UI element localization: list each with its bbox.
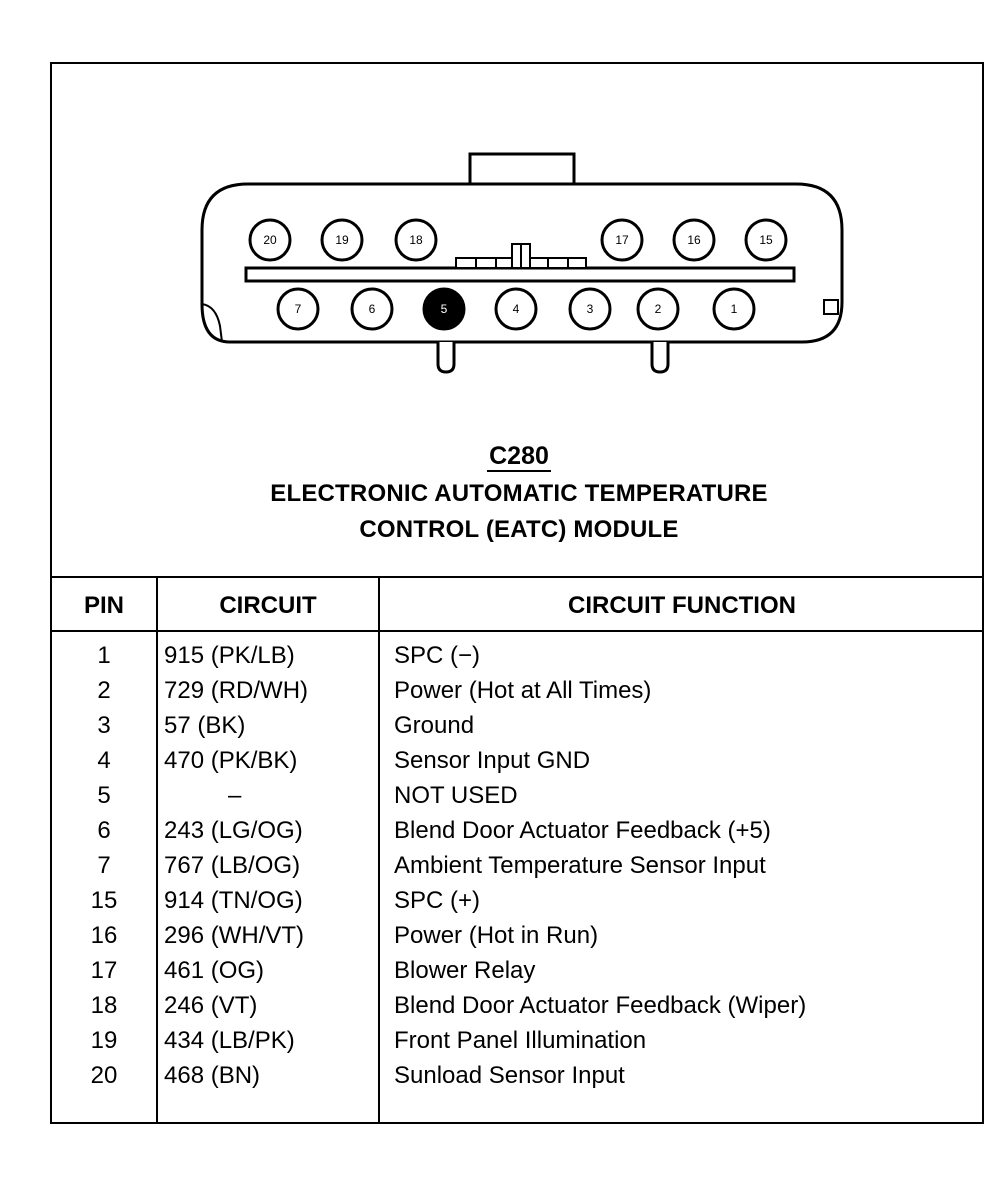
- pin-number: 19: [90, 1027, 118, 1054]
- circuit-function: Ground: [394, 712, 475, 739]
- pin-1-label: 1: [730, 302, 738, 316]
- pin-15-label: 15: [759, 233, 773, 247]
- pin-18-label: 18: [409, 233, 423, 247]
- circuit-code: –: [228, 782, 242, 809]
- circuit-function: Ambient Temperature Sensor Input: [394, 852, 766, 879]
- pin-20-label: 20: [263, 233, 277, 247]
- pin-3-label: 3: [586, 302, 594, 316]
- table-body: [52, 642, 986, 1097]
- table-row: [52, 1062, 986, 1097]
- circuit-function: Blend Door Actuator Feedback (+5): [394, 817, 771, 844]
- table-header-divider: [50, 630, 984, 632]
- table-row: [52, 642, 986, 677]
- table-row: [52, 887, 986, 922]
- circuit-code: 729 (RD/WH): [164, 677, 309, 704]
- pin-2-label: 2: [654, 302, 662, 316]
- pin-16-label: 16: [687, 233, 701, 247]
- pin-number: 2: [97, 677, 111, 704]
- circuit-code: 461 (OG): [164, 957, 265, 984]
- circuit-function: Blend Door Actuator Feedback (Wiper): [394, 992, 807, 1019]
- locator-post-left: [438, 342, 454, 372]
- circuit-code: 468 (BN): [164, 1062, 261, 1089]
- connector-diagram: [52, 64, 986, 424]
- pin-19-label: 19: [335, 233, 349, 247]
- pin-6-label: 6: [368, 302, 376, 316]
- diagram-frame: [50, 62, 984, 1124]
- module-title-line2: CONTROL (EATC) MODULE: [359, 516, 679, 543]
- circuit-function: Power (Hot at All Times): [394, 677, 652, 704]
- pin-number: 1: [97, 642, 111, 669]
- table-row: [52, 852, 986, 887]
- table-row: [52, 712, 986, 747]
- module-title-line1: ELECTRONIC AUTOMATIC TEMPERATURE: [270, 480, 768, 507]
- table-row: [52, 817, 986, 852]
- table-row: [52, 957, 986, 992]
- circuit-function: SPC (+): [394, 887, 481, 914]
- circuit-function: Front Panel Illumination: [394, 1027, 647, 1054]
- table-row: [52, 677, 986, 712]
- pin-number: 7: [97, 852, 111, 879]
- pin-4-label: 4: [512, 302, 520, 316]
- pin-number: 18: [90, 992, 118, 1019]
- circuit-code: 767 (LB/OG): [164, 852, 301, 879]
- header-pin: PIN: [83, 592, 124, 619]
- pin-17-label: 17: [615, 233, 629, 247]
- pin-number: 15: [90, 887, 118, 914]
- center-rail: [246, 268, 794, 281]
- header-circuit: CIRCUIT: [219, 592, 317, 619]
- circuit-function: Sensor Input GND: [394, 747, 591, 774]
- circuit-code: 434 (LB/PK): [164, 1027, 295, 1054]
- pin-number: 17: [90, 957, 118, 984]
- circuit-function: Sunload Sensor Input: [394, 1062, 625, 1089]
- circuit-code: 243 (LG/OG): [164, 817, 303, 844]
- circuit-function: NOT USED: [394, 782, 518, 809]
- circuit-code: 57 (BK): [164, 712, 246, 739]
- latch-tab: [470, 154, 574, 184]
- circuit-function: Power (Hot in Run): [394, 922, 599, 949]
- table-row: [52, 782, 986, 817]
- circuit-code: 914 (TN/OG): [164, 887, 303, 914]
- locator-post-right: [652, 342, 668, 372]
- pin-number: 16: [90, 922, 118, 949]
- header-circuit-function: CIRCUIT FUNCTION: [568, 592, 796, 619]
- circuit-code: 470 (PK/BK): [164, 747, 298, 774]
- table-row: [52, 992, 986, 1027]
- pin-number: 5: [97, 782, 111, 809]
- pin-number: 20: [90, 1062, 118, 1089]
- table-top-border: [50, 576, 984, 578]
- table-row: [52, 922, 986, 957]
- pin-7-label: 7: [294, 302, 302, 316]
- circuit-function: Blower Relay: [394, 957, 536, 984]
- connector-id: C280: [489, 442, 549, 470]
- circuit-code: 915 (PK/LB): [164, 642, 295, 669]
- pin-number: 4: [97, 747, 111, 774]
- circuit-function: SPC (−): [394, 642, 481, 669]
- pin-number: 3: [97, 712, 111, 739]
- pin-5-label: 5: [440, 302, 448, 316]
- table-row: [52, 1027, 986, 1062]
- circuit-code: 296 (WH/VT): [164, 922, 305, 949]
- circuit-code: 246 (VT): [164, 992, 258, 1019]
- pin-number: 6: [97, 817, 111, 844]
- table-row: [52, 747, 986, 782]
